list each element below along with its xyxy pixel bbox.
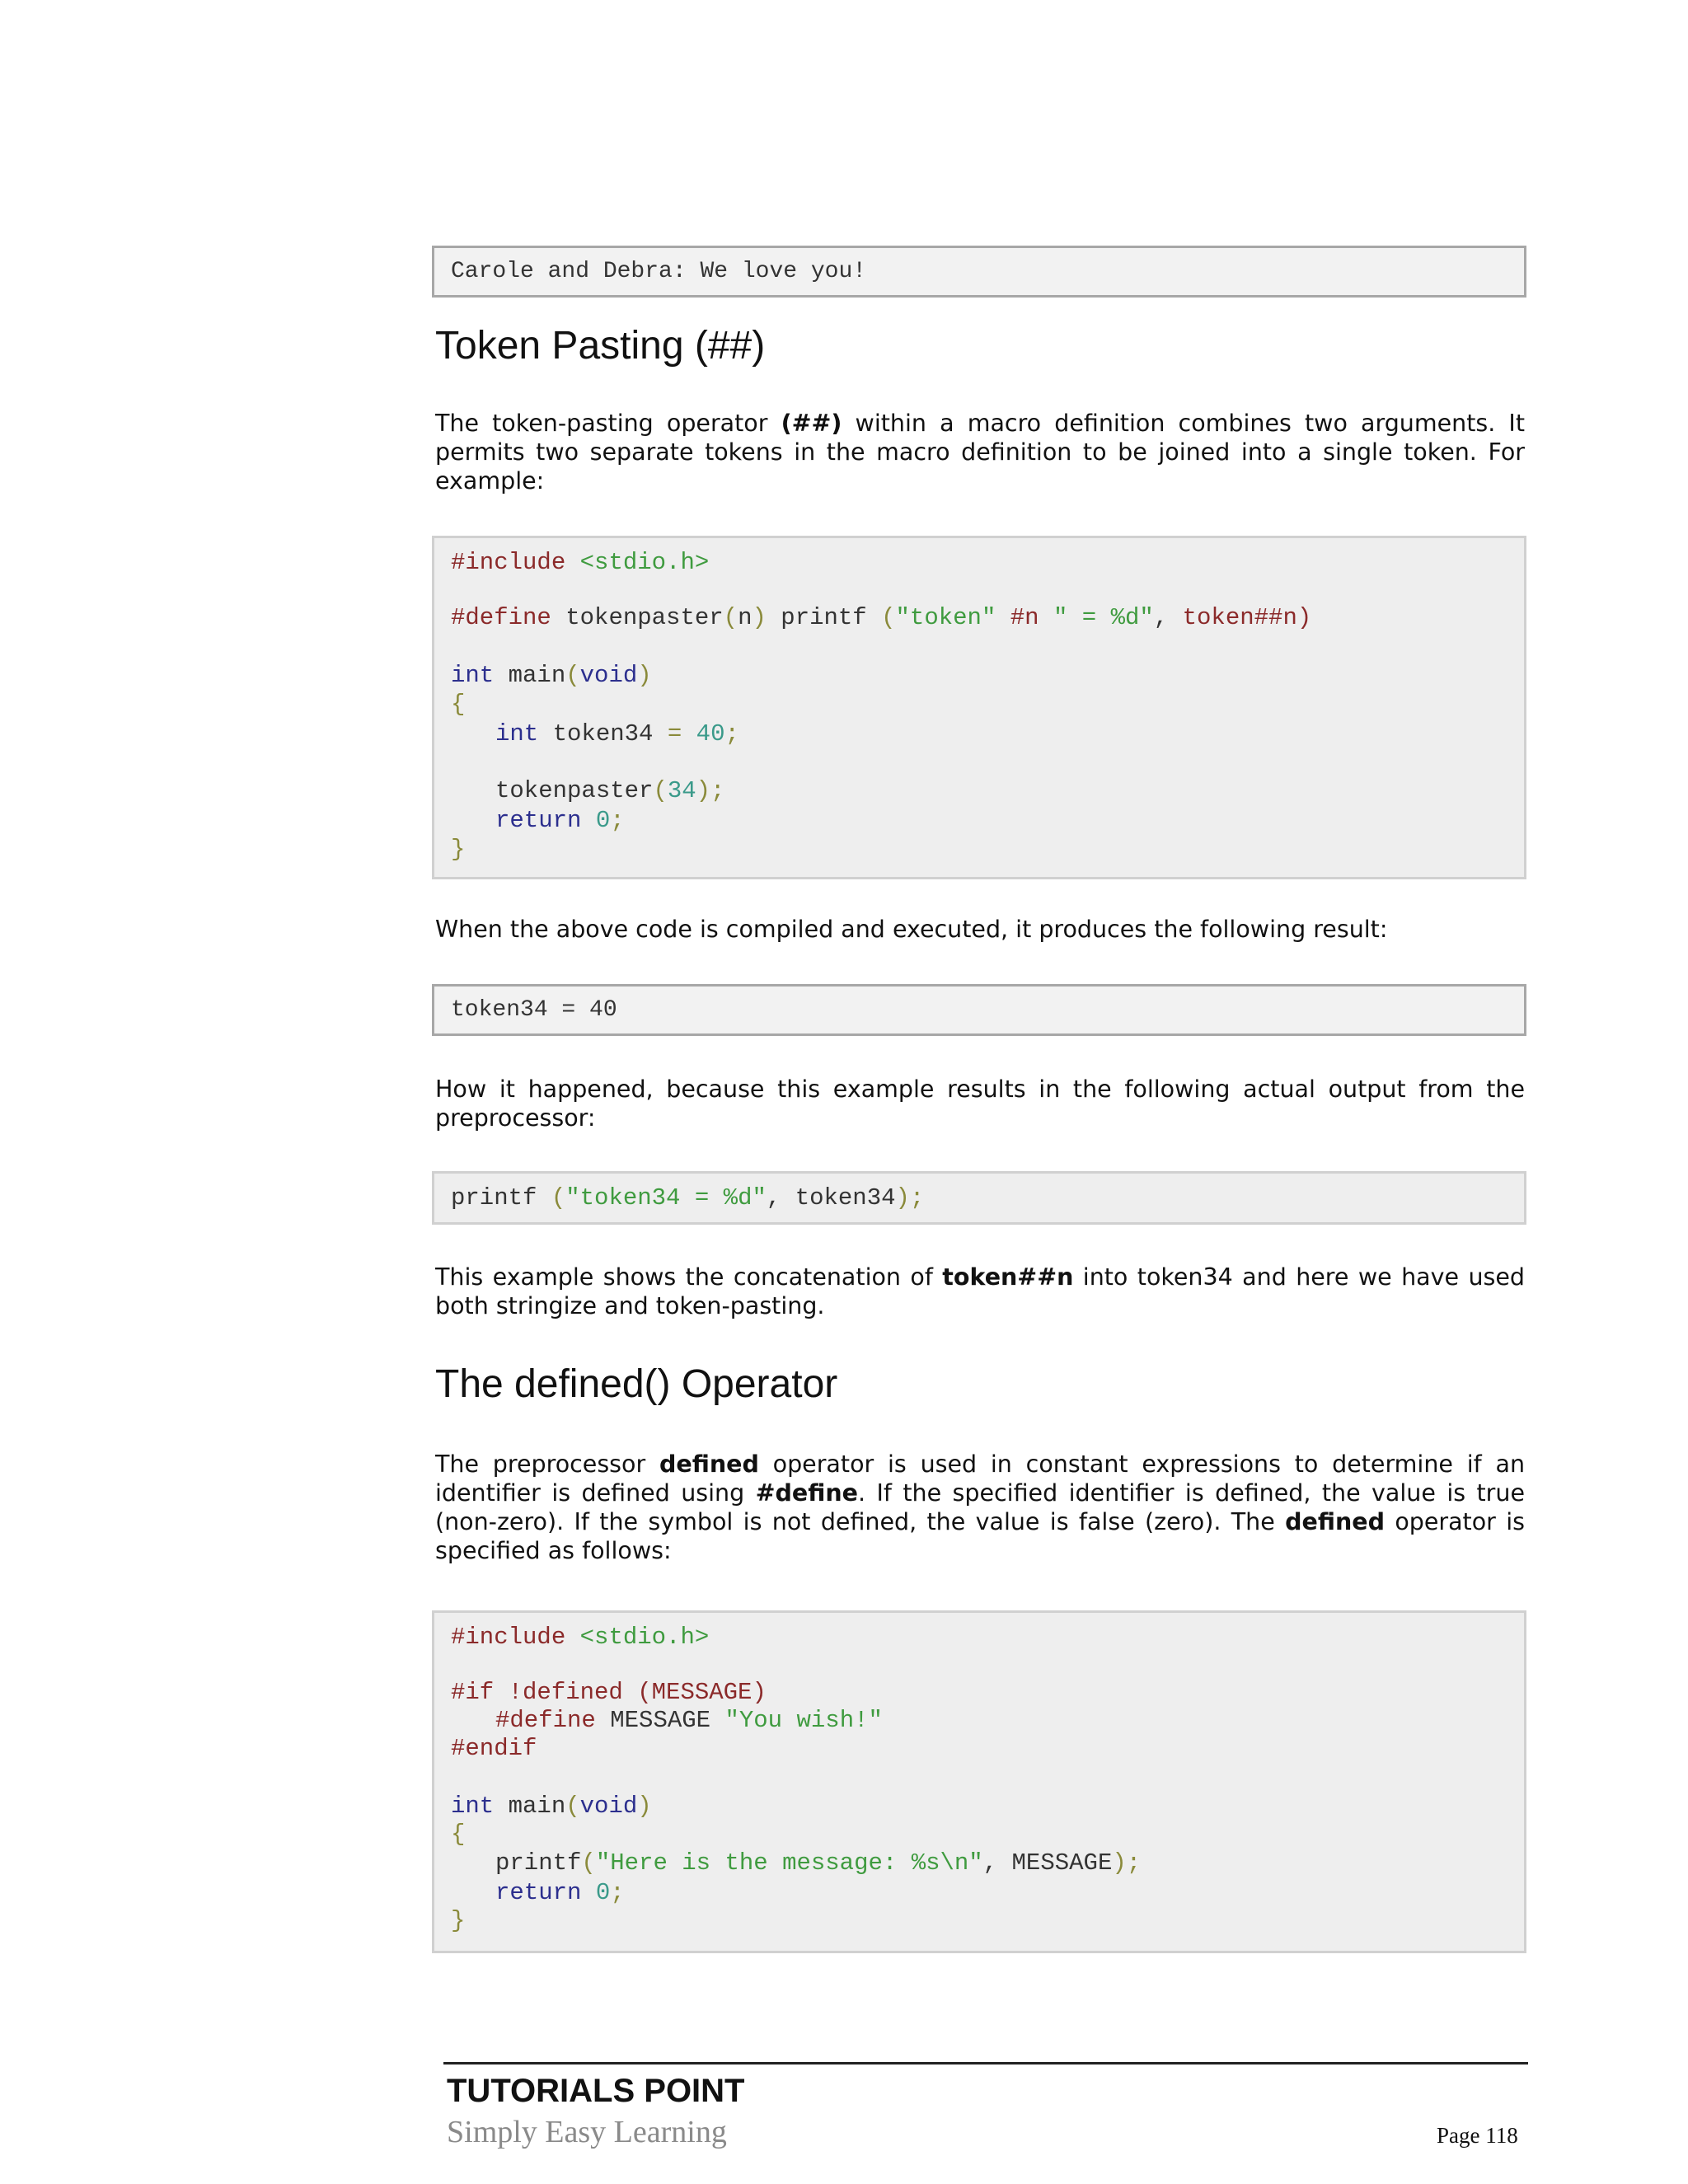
heading-token-pasting: Token Pasting (##) xyxy=(435,324,766,368)
paragraph-defined-intro xyxy=(435,1450,1525,1565)
heading-defined-operator: The defined() Operator xyxy=(435,1362,838,1406)
code-line-open-brace: { xyxy=(451,1821,466,1848)
code-line-int-decl: int token34 = 40; xyxy=(495,720,739,748)
text-run: within a macro definition combines two arguments. It permits two separate tokens in the macro definition to be joined into a single token. For example: xyxy=(435,410,1526,494)
code-line-if-defined: #if !defined (MESSAGE) xyxy=(451,1679,767,1706)
footer-brand: TUTORIALS POINT xyxy=(447,2073,745,2109)
code-line-return: return 0; xyxy=(495,1879,625,1906)
bold-token: token##n xyxy=(942,1263,1074,1291)
code-line-open-brace: { xyxy=(451,691,466,718)
text-run: The preprocessor xyxy=(435,1451,659,1478)
output-text: Carole and Debra: We love you! xyxy=(451,259,867,284)
code-line-endif: #endif xyxy=(451,1735,537,1762)
code-block-defined-operator xyxy=(432,1610,1526,1953)
code-line-printf: printf ("token34 = %d", token34); xyxy=(451,1184,925,1212)
code-line-main-signature: int main(void) xyxy=(451,1793,652,1820)
bold-define: #define xyxy=(755,1479,858,1507)
bold-defined: defined xyxy=(1285,1508,1385,1535)
code-line-close-brace: } xyxy=(451,1907,466,1934)
text-run: The token-pasting operator xyxy=(435,410,781,437)
page-number: Page 118 xyxy=(1437,2123,1518,2148)
footer-tagline: Simply Easy Learning xyxy=(447,2115,727,2149)
text-run: operator is used in constant expressions to determine if an identifier is defined using xyxy=(435,1451,1526,1507)
code-line-main-signature: int main(void) xyxy=(451,662,652,689)
bold-defined: defined xyxy=(659,1451,759,1478)
text-run: This example shows the concatenation of xyxy=(435,1263,943,1291)
paragraph-token-pasting-intro xyxy=(435,409,1525,495)
code-block-token-pasting xyxy=(432,536,1526,879)
paragraph-preprocessor-intro: How it happened, because this example results in the following actual output from the preprocessor: xyxy=(435,1076,1525,1132)
paragraph-result-intro: When the above code is compiled and executed, it produces the following result: xyxy=(435,916,1388,943)
code-line-close-brace: } xyxy=(451,836,466,863)
code-line-include: #include <stdio.h> xyxy=(451,1624,710,1651)
code-line-define-message: #define MESSAGE "You wish!" xyxy=(495,1707,883,1734)
code-line-printf: printf("Here is the message: %s\n", MESSAGE); xyxy=(495,1849,1142,1877)
code-line-include: #include <stdio.h> xyxy=(451,549,710,576)
output-block-stringize-result xyxy=(432,246,1526,298)
paragraph-concatenation-explanation xyxy=(435,1263,1525,1320)
bold-operator: (##) xyxy=(781,410,842,437)
text-run: . If the specified identifier is defined, the value is true (non-zero). If the symbol is not defined, the value is false (zero). The xyxy=(435,1479,1526,1535)
text-run: operator is specified as follows: xyxy=(435,1508,1526,1564)
code-line-tokenpaster-call: tokenpaster(34); xyxy=(495,777,725,804)
footer-divider xyxy=(443,2062,1528,2064)
code-line-return: return 0; xyxy=(495,807,625,834)
code-block-preprocessor-output xyxy=(432,1171,1526,1225)
output-block-token34 xyxy=(432,984,1526,1036)
output-text: token34 = 40 xyxy=(451,997,617,1023)
text-run: into token34 and here we have used both stringize and token-pasting. xyxy=(435,1263,1525,1319)
code-line-define: #define tokenpaster(n) printf ("token" #n " = %d", token##n) xyxy=(451,604,1312,631)
